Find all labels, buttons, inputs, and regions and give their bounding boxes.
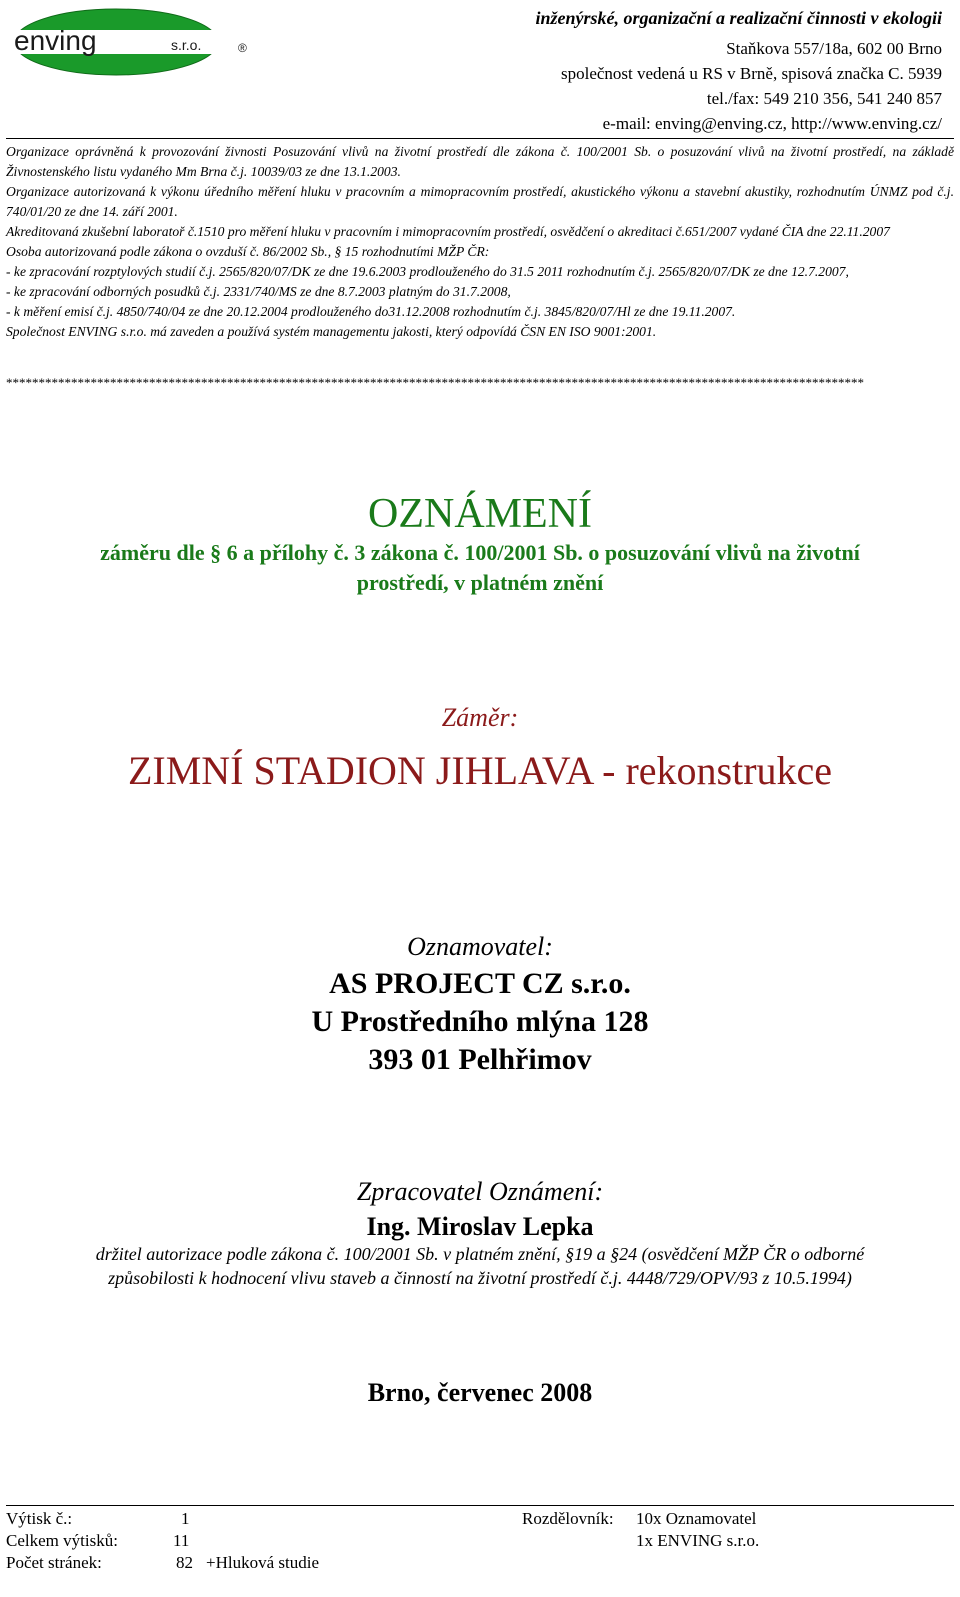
copy-number-label: Výtisk č.: (6, 1509, 73, 1528)
info-paragraph: - ke zpracování rozptylových studií č.j. 2565/820/07/DK ze dne 19.6.2003 prodlouženého do 31.5 2011 rozhodnutím č.j. 2565/820/07/DK ze dne 12.7.2007, (6, 264, 849, 279)
enving-logo (6, 4, 251, 76)
company-authorizations (6, 142, 954, 342)
notifier-city: 393 01 Pelhřimov (368, 1043, 592, 1076)
logo-text: enving (14, 25, 97, 56)
project-name: ZIMNÍ STADION JIHLAVA - rekonstrukce (127, 748, 833, 793)
document-subtitle (0, 538, 960, 598)
subtitle-line: záměru dle § 6 a přílohy č. 3 zákona č. 100/2001 Sb. o posuzování vlivů na životní (100, 540, 860, 565)
company-registration: společnost vedená u RS v Brně, spisová značka C. 5939 (560, 64, 942, 83)
place-and-date: Brno, červenec 2008 (367, 1378, 593, 1407)
processor-label: Zpracovatel Oznámení: (356, 1177, 604, 1206)
note-line: způsobilosti k hodnocení vlivu staveb a činností na životní prostředí č.j. 4448/729/OPV/93 z 10.5.1994) (108, 1268, 852, 1288)
notifier-label: Oznamovatel: (407, 932, 553, 961)
total-copies-label: Celkem výtisků: (6, 1531, 118, 1550)
notifier-name: AS PROJECT CZ s.r.o. (329, 967, 631, 1000)
info-paragraph: Osoba autorizovaná podle zákona o ovzduší č. 86/2002 Sb., § 15 rozhodnutími MŽP ČR: (6, 244, 490, 259)
copy-number-value: 1 (181, 1509, 190, 1528)
logo-registered-mark: ® (238, 41, 247, 55)
processor-name: Ing. Miroslav Lepka (366, 1212, 594, 1241)
info-paragraph: - k měření emisí č.j. 4850/740/04 ze dne 20.12.2004 prodlouženého do31.12.2008 rozhodnutím č.j. 3845/820/07/Hl ze dne 19.11.2007. (6, 304, 736, 319)
processor-authorization-note (36, 1242, 924, 1290)
distribution-label: Rozdělovník: (522, 1509, 614, 1528)
info-paragraph: Akreditovaná zkušební laboratoř č.1510 pro měření hluku v pracovním i mimopracovním prostředí, osvědčení o akreditaci č.651/2007 vydané ČIA dne 22.11.2007 (6, 224, 890, 239)
notifier-details (0, 965, 960, 1079)
company-address: Staňkova 557/18a, 602 00 Brno (726, 39, 942, 58)
star-separator: ************************************************************************************************************************************ (6, 375, 864, 390)
total-copies-value: 11 (173, 1531, 190, 1550)
document-title: OZNÁMENÍ (368, 491, 592, 537)
company-contact (561, 36, 942, 136)
project-label: Záměr: (441, 703, 519, 732)
company-tagline: inženýrské, organizační a realizační činnosti v ekologii (535, 8, 942, 28)
page-count-extra: +Hluková studie (206, 1553, 319, 1572)
info-paragraph: Organizace oprávněná k provozování živnosti Posuzování vlivů na životní prostředí dle zákona č. 100/2001 Sb. o posuzování vlivů na životní prostředí, na základě Živnostenského listu vydaného Mm Brna č.j. 10039/03 ze dne 13.1.2003. (6, 144, 954, 179)
page-count-value: 82 (176, 1553, 193, 1572)
info-paragraph: Společnost ENVING s.r.o. má zaveden a používá systém managementu jakosti, který odpovídá ČSN EN ISO 9001:2001. (6, 324, 657, 339)
company-phone: tel./fax: 549 210 356, 541 240 857 (706, 89, 942, 108)
distribution-item: 1x ENVING s.r.o. (636, 1531, 760, 1550)
footer-divider (6, 1505, 954, 1506)
page-count-label: Počet stránek: (6, 1553, 102, 1572)
distribution-item: 10x Oznamovatel (636, 1509, 757, 1528)
info-paragraph: Organizace autorizovaná k výkonu úředního měření hluku v pracovním a mimopracovním prostředí, akustického výkonu a stavební akustiky, rozhodnutím ÚNMZ pod č.j. 740/01/20 ze dne 14. září 2001. (6, 184, 954, 219)
info-paragraph: - ke zpracování odborných posudků č.j. 2331/740/MS ze dne 8.7.2003 platným do 31.7.2008, (6, 284, 511, 299)
subtitle-line: prostředí, v platném znění (356, 570, 604, 595)
company-email-web[interactable]: e-mail: enving@enving.cz, http://www.enving.cz/ (602, 114, 942, 133)
notifier-street: U Prostředního mlýna 128 (311, 1005, 649, 1038)
note-line: držitel autorizace podle zákona č. 100/2001 Sb. v platném znění, §19 a §24 (osvědčení MŽP ČR o odborné (95, 1244, 865, 1264)
logo-suffix: s.r.o. (171, 37, 202, 53)
header-divider (6, 138, 954, 139)
